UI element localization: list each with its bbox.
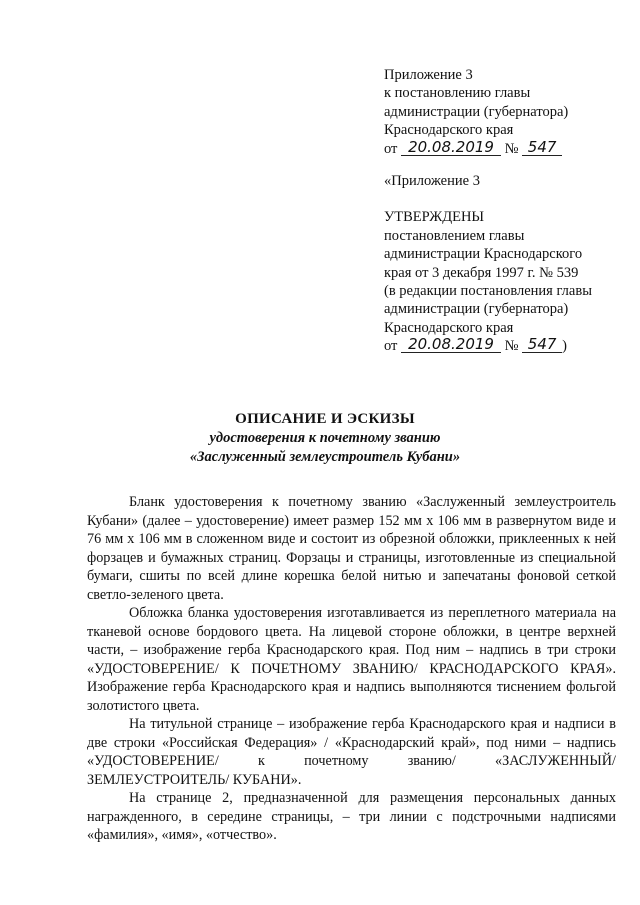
appendix-line: к постановлению главы — [384, 85, 531, 102]
document-body — [87, 493, 616, 845]
approved-line: края от 3 декабря 1997 г. № 539 — [384, 264, 579, 281]
paragraph: Бланк удостоверения к почетному званию «Заслуженный землеустроитель Кубани» (далее – удостоверение) имеет размер 152 мм х 106 мм в развернутом виде и 76 мм х 106 мм в сложенном виде и состоит из обрезной обложки, приклеенных к ней форзацев и бумажных страниц. Форзацы и страницы, изготовленные из специальной бумаги, сшиты по всей длине корешка белой нитью и запечатаны фоновой сеткой светло-зеленого цвета. — [87, 494, 616, 603]
number-prefix: № — [504, 140, 519, 157]
date-prefix: от — [384, 140, 398, 157]
closing-paren: ) — [562, 338, 567, 355]
approved-line: постановлением главы — [384, 227, 525, 244]
approved-line: (в редакции постановления главы — [384, 283, 592, 300]
handwritten-date: 20.08.2019 — [401, 140, 501, 156]
approved-heading: УТВЕРЖДЕНЫ — [384, 209, 485, 226]
approved-line: администрации Краснодарского — [384, 246, 583, 263]
approved-block — [384, 172, 592, 356]
appendix-date-line — [384, 137, 568, 158]
title-line-3: «Заслуженный землеустроитель Кубани» — [189, 449, 461, 465]
paragraph: На странице 2, предназначенной для размещения персональных данных награжденного, в середине страницы, – три линии с подстрочными надписями «фамилия», «имя», «отчество». — [87, 790, 616, 843]
title-main: ОПИСАНИЕ И ЭСКИЗЫ — [235, 411, 415, 427]
approved-date-line — [384, 337, 592, 355]
appendix-header — [384, 66, 568, 158]
appendix-quote-title: «Приложение 3 — [384, 173, 480, 189]
number-prefix: № — [504, 338, 519, 355]
approved-line: Краснодарского края — [384, 319, 514, 336]
document-title — [60, 410, 590, 467]
title-line-2: удостоверения к почетному званию — [209, 430, 441, 446]
handwritten-number: 547 — [522, 337, 562, 353]
handwritten-number: 547 — [522, 140, 562, 156]
spacer — [384, 190, 592, 208]
appendix-line: администрации (губернатора) — [384, 103, 569, 120]
date-prefix: от — [384, 338, 398, 355]
approved-line: администрации (губернатора) — [384, 301, 569, 318]
appendix-line: Приложение 3 — [384, 67, 473, 83]
paragraph: На титульной странице – изображение герба Краснодарского края и надписи в две строки «Российская Федерация» / «Краснодарский край», под ними – надпись «УДОСТОВЕРЕНИЕ/ к почетному званию/ «ЗАСЛУЖЕННЫЙ/ ЗЕМЛЕУСТРОИТЕЛЬ/ КУБАНИ». — [87, 716, 616, 788]
handwritten-date: 20.08.2019 — [401, 337, 501, 353]
paragraph: Обложка бланка удостоверения изготавливается из переплетного материала на тканевой основе бордового цвета. На лицевой стороне обложки, в центре верхней части, – изображение герба Краснодарского края. Под ним – надпись в три строки «УДОСТОВЕРЕНИЕ/ К ПОЧЕТНОМУ ЗВАНИЮ/ КРАСНОДАРСКОГО КРАЯ». Изображение герба Краснодарского края и надпись выполняются тиснением фольгой золотистого цвета. — [87, 605, 616, 714]
appendix-line: Краснодарского края — [384, 122, 514, 139]
